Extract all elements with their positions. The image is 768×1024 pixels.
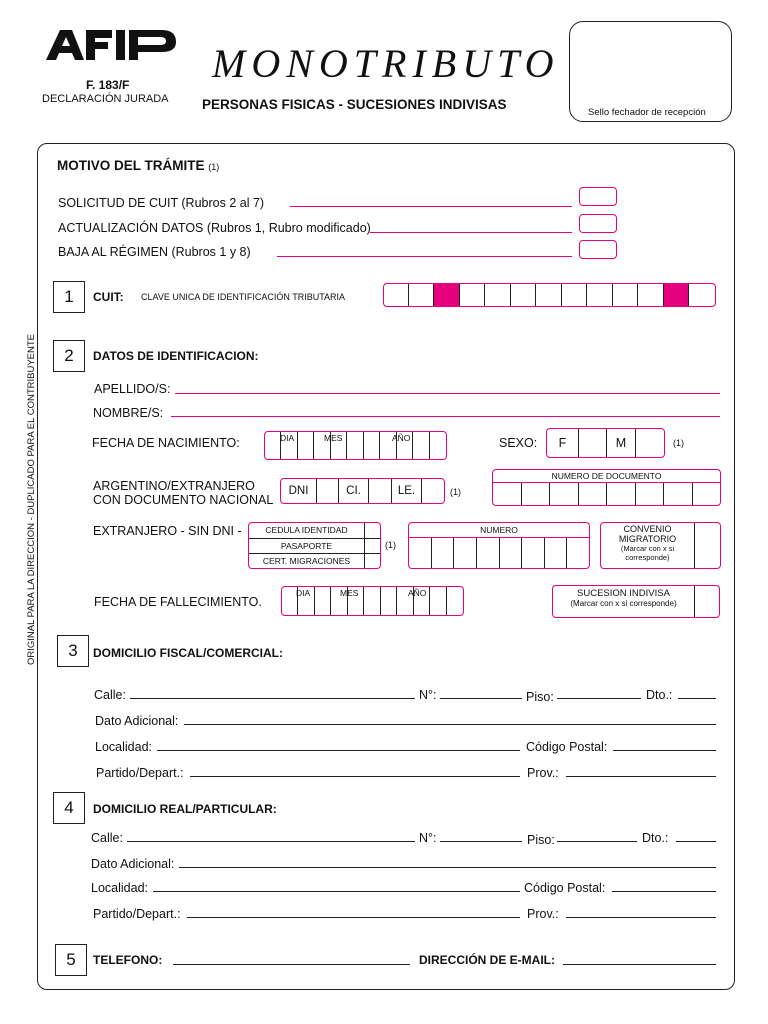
fecha-nacimiento-label: FECHA DE NACIMIENTO: [92, 436, 240, 450]
sucesion-label: SUCESION INDIVISA [577, 588, 670, 599]
cert-migraciones-option[interactable]: CERT. MIGRACIONES [249, 554, 365, 568]
dia-label-2: DIA [296, 588, 311, 598]
s3-piso-field[interactable] [557, 698, 641, 699]
email-label: DIRECCIÓN DE E-MAIL: [419, 953, 555, 967]
checkbox-baja[interactable] [579, 240, 617, 259]
s4-cp-label: Código Postal: [524, 881, 606, 895]
stamp-label: Sello fechador de recepción [588, 107, 706, 118]
page-subtitle: PERSONAS FISICAS - SUCESIONES INDIVISAS [202, 97, 507, 112]
tipo-documento-input[interactable] [280, 478, 445, 504]
mes-label: MES [324, 433, 343, 443]
s3-cp-field[interactable] [613, 750, 716, 751]
telefono-label: TELEFONO: [93, 953, 163, 967]
argentino-label-1: ARGENTINO/EXTRANJERO [93, 479, 255, 493]
sucesion-note: (Marcar con x si corresponde) [570, 599, 677, 608]
sexo-note: (1) [673, 438, 684, 448]
cuit-separator [664, 284, 689, 306]
page-title: MONOTRIBUTO [212, 41, 560, 86]
s3-localidad-label: Localidad: [95, 740, 152, 754]
section-4-title: DOMICILIO REAL/PARTICULAR: [93, 802, 277, 816]
form-type: DECLARACIÓN JURADA [42, 93, 169, 105]
s3-dto-field[interactable] [678, 698, 716, 699]
section-5-number: 5 [55, 944, 87, 976]
s3-piso-label: Piso: [526, 690, 554, 704]
s4-dto-field[interactable] [676, 841, 716, 842]
s4-partido-label: Partido/Depart.: [93, 907, 181, 921]
convenio-label-3: (Marcar con x si [620, 544, 675, 553]
s3-localidad-field[interactable] [157, 750, 520, 751]
s4-piso-label: Piso: [527, 833, 555, 847]
s4-nro-label: N°: [419, 831, 437, 845]
convenio-migratorio-box[interactable] [600, 522, 721, 569]
s3-calle-field[interactable] [130, 698, 415, 699]
convenio-label-1: CONVENIO [623, 524, 672, 534]
s4-calle-label: Calle: [91, 831, 123, 845]
dia-label: DIA [280, 433, 295, 443]
nombre-label: NOMBRE/S: [93, 406, 164, 420]
s3-prov-field[interactable] [566, 776, 716, 777]
apellido-field[interactable] [175, 393, 720, 394]
tipo-doc-note: (1) [450, 487, 461, 497]
section-2-title: DATOS DE IDENTIFICACION: [93, 349, 259, 363]
tipo-le[interactable]: LE. [392, 479, 422, 503]
tipo-doc-extranjero[interactable] [248, 522, 381, 569]
s4-cp-field[interactable] [612, 891, 716, 892]
section-4-number: 4 [53, 792, 85, 824]
s3-dato-label: Dato Adicional: [95, 714, 179, 728]
afip-logo [44, 26, 178, 67]
convenio-label-2: MIGRATORIO [618, 534, 677, 544]
afip-logo-graphic [44, 26, 178, 62]
s4-prov-label: Prov.: [527, 907, 559, 921]
cuit-label: CUIT: [93, 290, 124, 304]
s4-dto-label: Dto.: [642, 831, 669, 845]
apellido-label: APELLIDO/S: [94, 382, 171, 396]
s3-nro-field[interactable] [440, 698, 522, 699]
argentino-label-2: CON DOCUMENTO NACIONAL [93, 493, 274, 507]
motivo-title: MOTIVO DEL TRÁMITE (1) [57, 158, 220, 173]
s3-calle-label: Calle: [94, 688, 126, 702]
email-field[interactable] [563, 964, 716, 965]
motivo-item-solicitud: SOLICITUD DE CUIT (Rubros 2 al 7) [58, 196, 265, 210]
s4-nro-field[interactable] [440, 841, 522, 842]
s3-cp-label: Código Postal: [526, 740, 608, 754]
ext-note: (1) [385, 540, 396, 550]
s3-partido-label: Partido/Depart.: [96, 766, 184, 780]
s3-dato-field[interactable] [184, 724, 716, 725]
numero-documento-input[interactable] [492, 469, 721, 506]
s3-dto-label: Dto.: [646, 688, 673, 702]
numero-extranjero-input[interactable] [408, 522, 590, 569]
section-3-title: DOMICILIO FISCAL/COMERCIAL: [93, 646, 283, 660]
tipo-dni[interactable]: DNI [281, 479, 317, 503]
cedula-option[interactable]: CEDULA IDENTIDAD [249, 523, 365, 538]
sexo-f[interactable]: F [547, 429, 579, 457]
numero-label: NUMERO [409, 523, 589, 538]
telefono-field[interactable] [173, 964, 410, 965]
section-1-number: 1 [53, 281, 85, 313]
fecha-fallecimiento-label: FECHA DE FALLECIMIENTO. [94, 595, 262, 609]
checkbox-actualizacion[interactable] [579, 214, 617, 233]
motivo-item-baja: BAJA AL RÉGIMEN (Rubros 1 y 8) [58, 245, 251, 259]
s3-nro-label: N°: [419, 688, 437, 702]
s3-prov-label: Prov.: [527, 766, 559, 780]
sucesion-checkbox[interactable] [695, 586, 719, 617]
s4-partido-field[interactable] [187, 917, 520, 918]
tipo-ci[interactable]: CI. [339, 479, 369, 503]
anio-label-2: AÑO [408, 588, 427, 598]
sexo-m[interactable]: M [607, 429, 636, 457]
nombre-field[interactable] [171, 416, 720, 417]
pasaporte-option[interactable]: PASAPORTE [249, 539, 365, 553]
section-2-number: 2 [53, 340, 85, 372]
s4-prov-field[interactable] [566, 917, 716, 918]
cuit-separator [434, 284, 460, 306]
checkbox-solicitud[interactable] [579, 187, 617, 206]
s4-localidad-field[interactable] [153, 891, 520, 892]
s4-dato-field[interactable] [179, 867, 716, 868]
mes-label-2: MES [340, 588, 359, 598]
s4-localidad-label: Localidad: [91, 881, 148, 895]
convenio-checkbox[interactable] [695, 523, 720, 568]
cuit-description: CLAVE UNICA DE IDENTIFICACIÓN TRIBUTARIA [141, 292, 346, 302]
sexo-input[interactable] [546, 428, 665, 458]
numero-documento-label: NUMERO DE DOCUMENTO [493, 470, 720, 483]
cuit-input[interactable] [383, 283, 716, 307]
side-copy-text: ORIGINAL PARA LA DIRECCION - DUPLICADO PARA EL CONTRIBUYENTE [26, 334, 37, 665]
extranjero-label: EXTRANJERO - SIN DNI - [93, 524, 242, 538]
anio-label: AÑO [392, 433, 411, 443]
s4-dato-label: Dato Adicional: [91, 857, 175, 871]
s4-piso-field[interactable] [557, 841, 637, 842]
convenio-label-4: corresponde) [625, 553, 670, 562]
form-code: F. 183/F [86, 78, 130, 92]
section-3-number: 3 [57, 635, 89, 667]
sucesion-indivisa-box[interactable] [552, 585, 720, 618]
s4-calle-field[interactable] [127, 841, 415, 842]
sexo-label: SEXO: [499, 436, 538, 450]
s3-partido-field[interactable] [190, 776, 520, 777]
motivo-item-actualizacion: ACTUALIZACIÓN DATOS (Rubros 1, Rubro modificado) [58, 221, 371, 235]
